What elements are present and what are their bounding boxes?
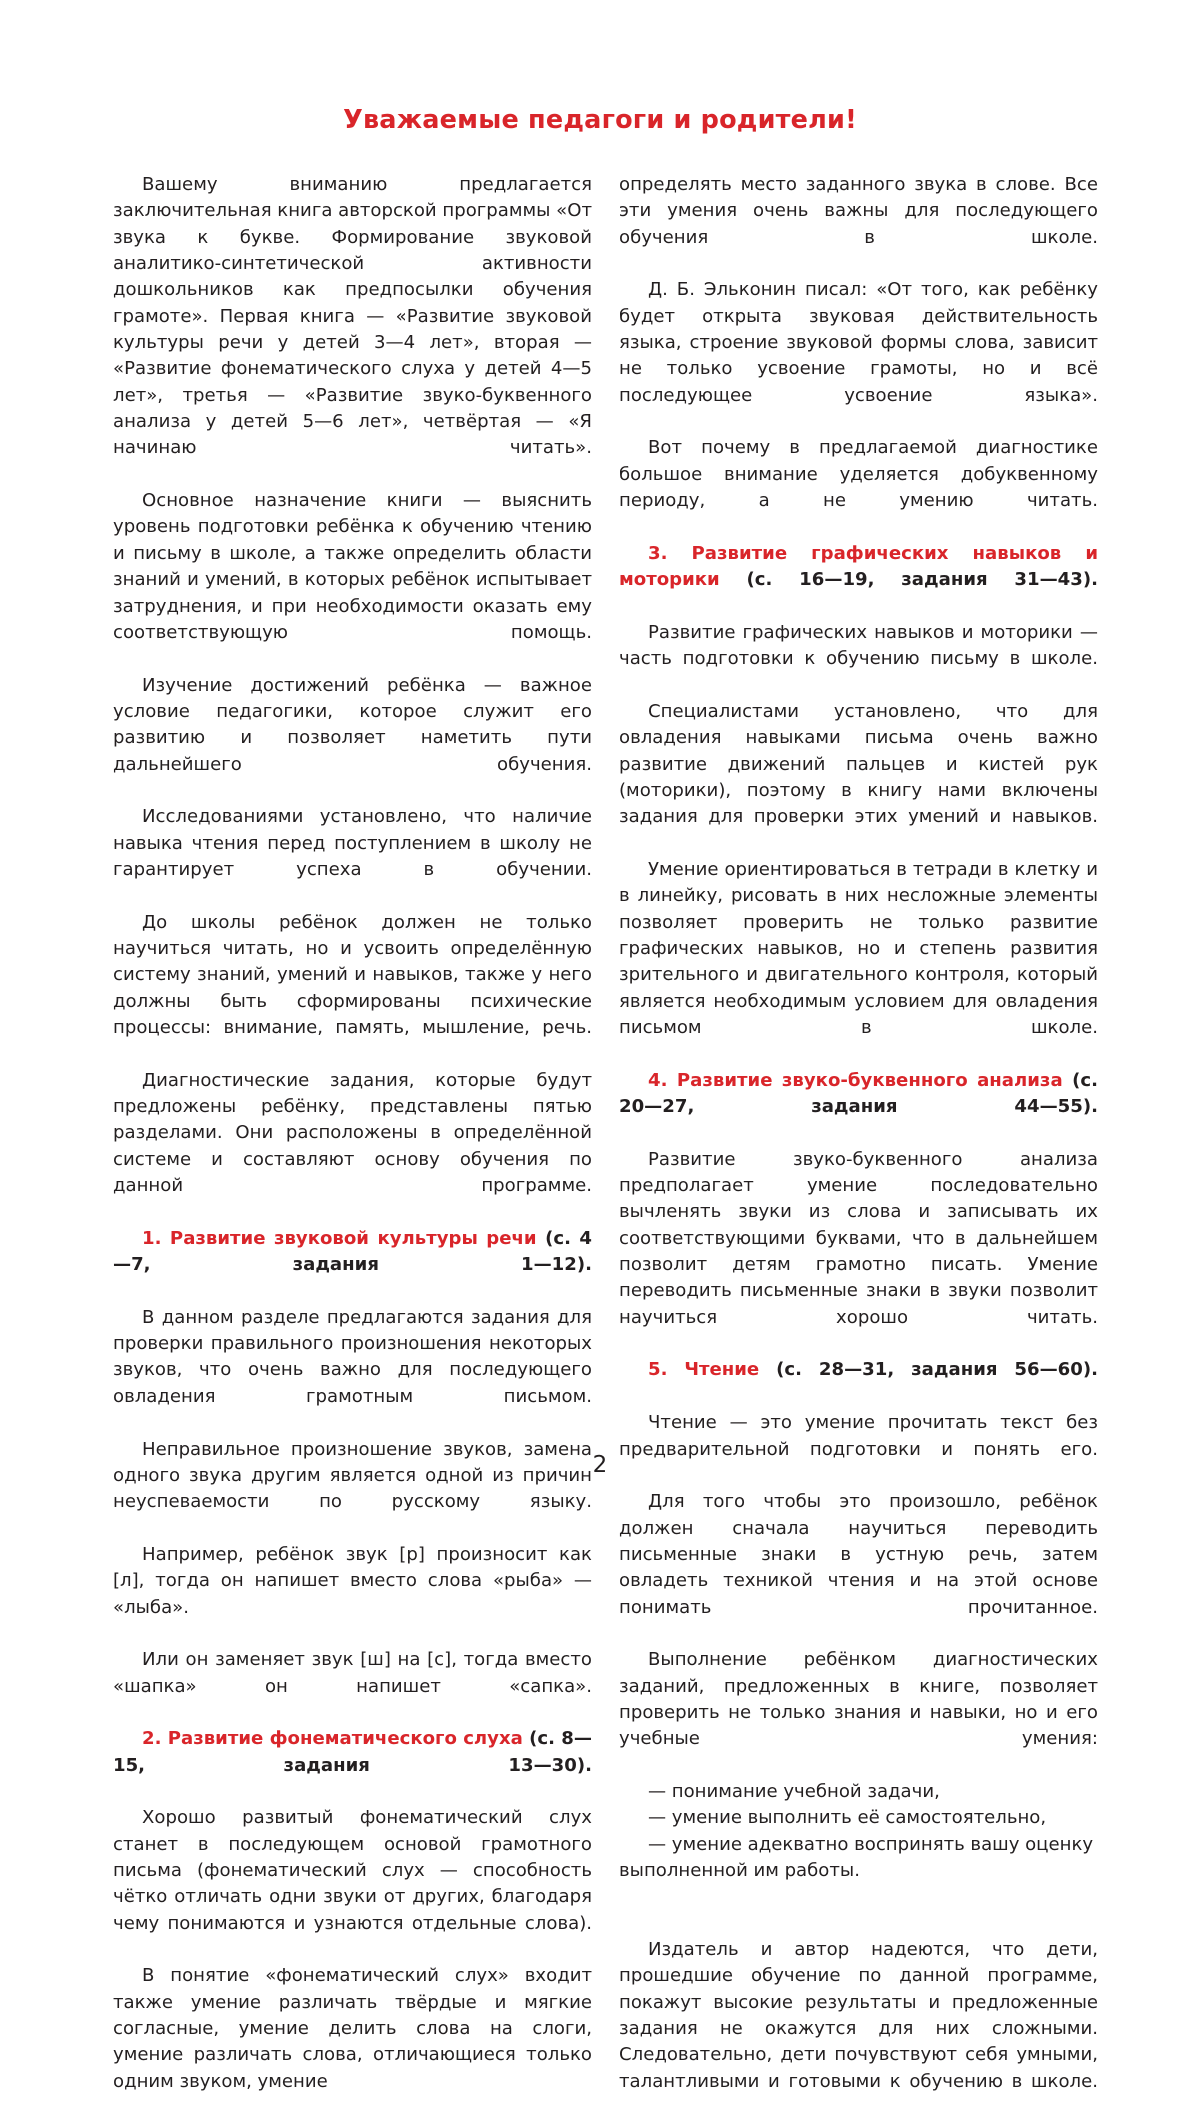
paragraph: До школы ребёнок должен не только научиться читать, но и усвоить определённую систему знаний, умений и навыков, также у него должны быть сформированы психические процессы: внимание, память, мышление, речь. <box>113 911 592 1038</box>
section-heading-4-title: 4. Развитие звуко-буквенного анализа <box>648 1069 1063 1091</box>
section-heading-4 <box>619 1068 1098 1147</box>
paragraph: Специалистами установлено, что для овладения навыками письма очень важно развитие движений пальцев и кистей рук (моторики), поэтому в книгу нами включены задания для проверки этих умений и навыков. <box>619 700 1098 828</box>
right-column <box>619 172 1098 2121</box>
left-column <box>113 172 592 2121</box>
paragraph: Основное назначение книги — выяснить уровень подготовки ребёнка к обучению чтению и письму в школе, а также определить области знаний и умений, в которых ребёнок испытывает затруднения, и при необходимости оказать ему соответствующую помощь. <box>113 490 592 643</box>
paragraph: Для того чтобы это произошло, ребёнок должен сначала научиться переводить письменные знаки в устную речь, затем овладеть техникой чтения и на этой основе понимать прочитанное. <box>619 1491 1098 1618</box>
paragraph: Вашему вниманию предлагается заключительная книга авторской программы «От звука к букве. Формирование звуковой аналитико-синтетической активности дошкольников как предпосылки обучения грамоте». Первая книга — «Развитие звуковой культуры речи у детей 3—4 лет», вторая — «Развитие фонематического слуха у детей 4—5 лет», третья — «Развитие звуко-буквенного анализа у детей 5—6 лет», четвёртая — «Я начинаю читать». <box>113 174 592 459</box>
list-item: — умение выполнить её самостоятельно, <box>648 1807 1047 1829</box>
section-heading-2 <box>113 1726 592 1805</box>
section-heading-1 <box>113 1226 592 1305</box>
paragraph: Диагностические задания, которые будут предложены ребёнку, представлены пятью разделами. Они расположены в определённой системе и составляют основу обучения по данной программе. <box>113 1069 592 1197</box>
section-heading-2-pages: (с. 8—15, задания 13—30). <box>113 1728 592 1776</box>
paragraph: В данном разделе предлагаются задания для проверки правильного произношения некоторых звуков, что очень важно для последующего овладения грамотным письмом. <box>113 1306 592 1407</box>
section-heading-1-title: 1. Развитие звуковой культуры речи <box>142 1227 537 1249</box>
paragraph: Хорошо развитый фонематический слух станет в последующем основой грамотного письма (фонематический слух — способность чётко отличать одни звуки от других, благодаря чему понимаются и узнаются отдельные слова). <box>113 1807 592 1934</box>
paragraph: Развитие графических навыков и моторики — часть подготовки к обучению письму в школе. <box>619 621 1098 670</box>
paragraph: Развитие звуко-буквенного анализа предполагает умение последовательно вычленять звуки из слова и записывать их соответствующими буквами, что в дальнейшем позволит детям грамотно писать. Умение переводить письменные знаки в звуки позволит научиться хорошо читать. <box>619 1148 1098 1328</box>
paragraph: Чтение — это умение прочитать текст без предварительной подготовки и понять его. <box>619 1412 1098 1460</box>
section-heading-5-title: 5. Чтение <box>648 1359 760 1381</box>
section-heading-5 <box>619 1357 1098 1410</box>
section-heading-2-title: 2. Развитие фонематического слуха <box>142 1728 523 1750</box>
paragraph: Умение ориентироваться в тетради в клетку и в линейку, рисовать в них несложные элементы позволяет проверить не только развитие графических навыков, но и степень развития зрительного и двигательного контроля, который является необходимым условием для овладения письмом в школе. <box>619 858 1098 1038</box>
paragraph-continuation: определять место заданного звука в слове. Все эти умения очень важны для последующего обучения в школе. <box>619 174 1098 248</box>
paragraph: Исследованиями установлено, что наличие навыка чтения перед поступлением в школу не гарантирует успеха в обучении. <box>113 806 592 880</box>
page-title: Уважаемые педагоги и родители! <box>343 105 857 135</box>
paragraph: Изучение достижений ребёнка — важное условие педагогики, которое служит его развитию и позволяет наметить пути дальнейшего обучения. <box>113 674 592 775</box>
section-heading-4-pages: (с. 20—27, задания 44—55). <box>619 1069 1098 1118</box>
paragraph: Или он заменяет звук [ш] на [с], тогда вместо «шапка» он напишет «сапка». <box>113 1649 592 1697</box>
two-column-body <box>113 172 1099 2121</box>
paragraph: Неправильное произношение звуков, замена одного звука другим является одной из причин неуспеваемости по русскому языку. <box>113 1438 592 1513</box>
closing-paragraph: Издатель и автор надеются, что дети, прошедшие обучение по данной программе, покажут высокие результаты и предложенные задания не окажутся для них сложными. Следовательно, дети почувствуют себя умными, талантливыми и готовыми к обучению в школе. <box>619 1938 1098 2092</box>
paragraph: Вот почему в предлагаемой диагностике большое внимание уделяется добуквенному периоду, а не умению читать. <box>619 437 1098 512</box>
section-heading-3-title: 3. Развитие графических навыков и моторики <box>619 542 1098 591</box>
section-heading-5-pages: (с. 28—31, задания 56—60). <box>759 1359 1098 1381</box>
section-heading-1-pages: (с. 4—7, задания 1—12). <box>113 1227 593 1276</box>
paragraph: Д. Б. Эльконин писал: «От того, как ребёнку будет открыта звуковая действительность языка, строение звуковой формы слова, зависит не только усвоение грамоты, но и всё последующее усвоение языка». <box>619 279 1098 406</box>
paragraph-continued: В понятие «фонематический слух» входит также умение различать твёрдые и мягкие согласные, умение делить слова на слоги, умение различать слова, отличающиеся только одним звуком, умение <box>113 1965 592 2092</box>
page-number: 2 <box>592 1452 608 1478</box>
list-item: — умение адекватно воспринять вашу оценку выполненной им работы. <box>619 1833 1094 1881</box>
section-heading-3 <box>619 541 1098 620</box>
paragraph: Например, ребёнок звук [р] произносит как [л], тогда он напишет вместо слова «рыба» — «лыба». <box>113 1543 592 1618</box>
list-item: — понимание учебной задачи, <box>648 1780 940 1802</box>
paragraph: Выполнение ребёнком диагностических заданий, предложенных в книге, позволяет проверить не только знания и навыки, но и его учебные умения: <box>619 1649 1098 1750</box>
section-heading-3-pages: (с. 16—19, задания 31—43). <box>719 569 1098 591</box>
